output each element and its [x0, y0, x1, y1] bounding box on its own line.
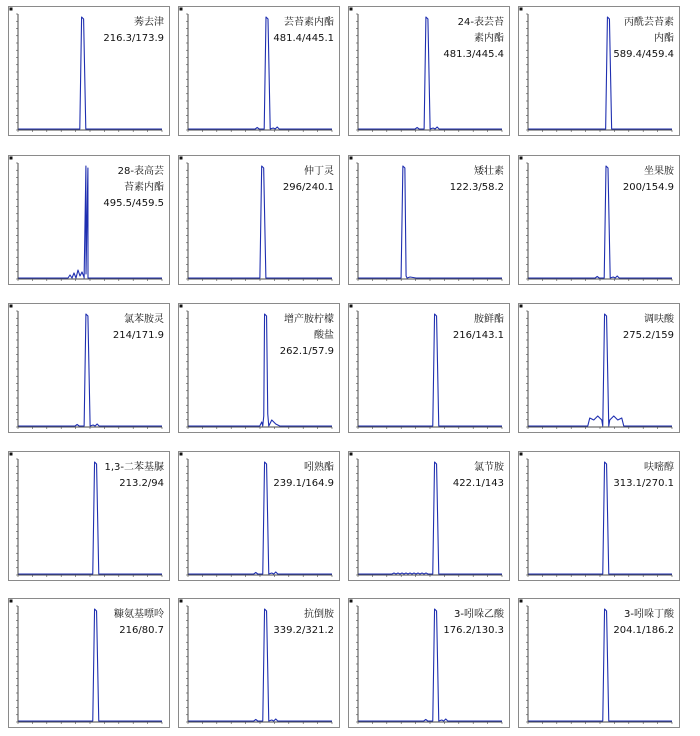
panel-corner-marker: [520, 8, 523, 11]
panel-corner-marker: [10, 453, 13, 456]
compound-label: [443, 15, 504, 63]
compound-name: 24-表芸苔: [457, 17, 504, 28]
chromatogram-panel: [518, 451, 680, 581]
compound-name: 28-表高芸: [117, 166, 164, 177]
compound-name: 丙酰芸苔素: [624, 17, 674, 28]
compound-name: 苔素内酯: [124, 182, 164, 193]
panel-corner-marker: [350, 157, 353, 160]
compound-label: [273, 607, 334, 639]
panel-corner-marker: [180, 453, 183, 456]
mrm-transition: 216/143.1: [452, 330, 504, 341]
panel-corner-marker: [180, 305, 183, 308]
panel-corner-marker: [180, 600, 183, 603]
chromatogram-panel: [178, 598, 340, 728]
chromatogram-panel: [348, 155, 510, 285]
compound-label: [103, 15, 164, 47]
panel-corner-marker: [350, 305, 353, 308]
compound-name: 酸盐: [314, 330, 334, 341]
compound-label: [453, 460, 504, 492]
compound-label: [453, 312, 504, 344]
chromatogram-panel: [348, 598, 510, 728]
compound-label: [103, 164, 164, 212]
compound-name: 吲熟酯: [304, 462, 334, 473]
mrm-transition: 239.1/164.9: [273, 478, 334, 489]
compound-name: 素内酯: [474, 33, 504, 44]
compound-name: 矮壮素: [474, 166, 504, 177]
chromatogram-panel: [178, 155, 340, 285]
mrm-transition: 422.1/143: [452, 478, 504, 489]
compound-label: [613, 460, 674, 492]
panel-corner-marker: [10, 157, 13, 160]
mrm-transition: 481.4/445.1: [273, 33, 334, 44]
chromatogram-panel: [518, 155, 680, 285]
chromatogram-panel: [8, 6, 170, 136]
mrm-transition: 216.3/173.9: [103, 33, 164, 44]
panel-corner-marker: [180, 157, 183, 160]
chromatogram-panel: [8, 155, 170, 285]
mrm-transition: 296/240.1: [282, 182, 334, 193]
mrm-transition: 200/154.9: [622, 182, 674, 193]
panel-corner-marker: [520, 157, 523, 160]
mrm-transition: 589.4/459.4: [613, 49, 674, 60]
panel-corner-marker: [350, 453, 353, 456]
panel-corner-marker: [10, 600, 13, 603]
compound-label: [104, 460, 164, 492]
compound-name: 3-吲哚乙酸: [454, 609, 504, 620]
chromatogram-panel: [178, 451, 340, 581]
mrm-transition: 275.2/159: [622, 330, 674, 341]
compound-label: [273, 15, 334, 47]
compound-name: 坐果胺: [644, 166, 674, 177]
compound-label: [280, 312, 334, 360]
compound-name: 增产胺柠檬: [284, 314, 334, 325]
compound-name: 仲丁灵: [304, 166, 334, 177]
panel-corner-marker: [10, 305, 13, 308]
chromatogram-panel: [348, 451, 510, 581]
chromatogram-panel: [8, 303, 170, 433]
mrm-transition: 122.3/58.2: [449, 182, 504, 193]
mrm-transition: 176.2/130.3: [443, 625, 504, 636]
compound-label: [613, 607, 674, 639]
panel-corner-marker: [520, 453, 523, 456]
chromatogram-panel: [8, 598, 170, 728]
compound-name: 氯节胺: [474, 462, 504, 473]
compound-label: [273, 460, 334, 492]
compound-label: [283, 164, 334, 196]
chromatogram-panel: [348, 6, 510, 136]
chromatogram-panel: [178, 6, 340, 136]
compound-label: [443, 607, 504, 639]
compound-name: 莠去津: [134, 17, 164, 28]
mrm-transition: 339.2/321.2: [273, 625, 334, 636]
compound-name: 3-吲哚丁酸: [624, 609, 674, 620]
compound-name: 调呋酸: [644, 314, 674, 325]
mrm-transition: 213.2/94: [119, 478, 164, 489]
compound-name: 芸苔素内酯: [284, 17, 334, 28]
mrm-transition: 481.3/445.4: [443, 49, 504, 60]
compound-name: 抗倒胺: [304, 609, 334, 620]
chromatogram-panel: [518, 6, 680, 136]
panel-corner-marker: [520, 600, 523, 603]
compound-label: [613, 15, 674, 63]
panel-corner-marker: [180, 8, 183, 11]
compound-name: 1,3-二苯基脲: [104, 462, 164, 473]
compound-name: 糠氨基嘌呤: [114, 609, 164, 620]
mrm-transition: 495.5/459.5: [103, 198, 164, 209]
compound-label: [113, 312, 164, 344]
chromatogram-panel: [178, 303, 340, 433]
compound-label: [623, 312, 674, 344]
chromatogram-panel: [518, 303, 680, 433]
panel-corner-marker: [520, 305, 523, 308]
mrm-transition: 216/80.7: [119, 625, 164, 636]
compound-name: 胺鲜酯: [474, 314, 504, 325]
chromatogram-panel: [348, 303, 510, 433]
compound-label: [623, 164, 674, 196]
mrm-transition: 313.1/270.1: [613, 478, 674, 489]
panel-corner-marker: [350, 600, 353, 603]
mrm-transition: 262.1/57.9: [279, 346, 334, 357]
compound-label: [114, 607, 164, 639]
compound-name: 内酯: [654, 33, 674, 44]
chromatogram-panel: [518, 598, 680, 728]
mrm-transition: 214/171.9: [112, 330, 164, 341]
mrm-transition: 204.1/186.2: [613, 625, 674, 636]
compound-name: 氯苯胺灵: [124, 314, 164, 325]
panel-corner-marker: [10, 8, 13, 11]
compound-name: 呋嘧醇: [644, 462, 674, 473]
compound-label: [450, 164, 504, 196]
chromatogram-panel: [8, 451, 170, 581]
panel-corner-marker: [350, 8, 353, 11]
